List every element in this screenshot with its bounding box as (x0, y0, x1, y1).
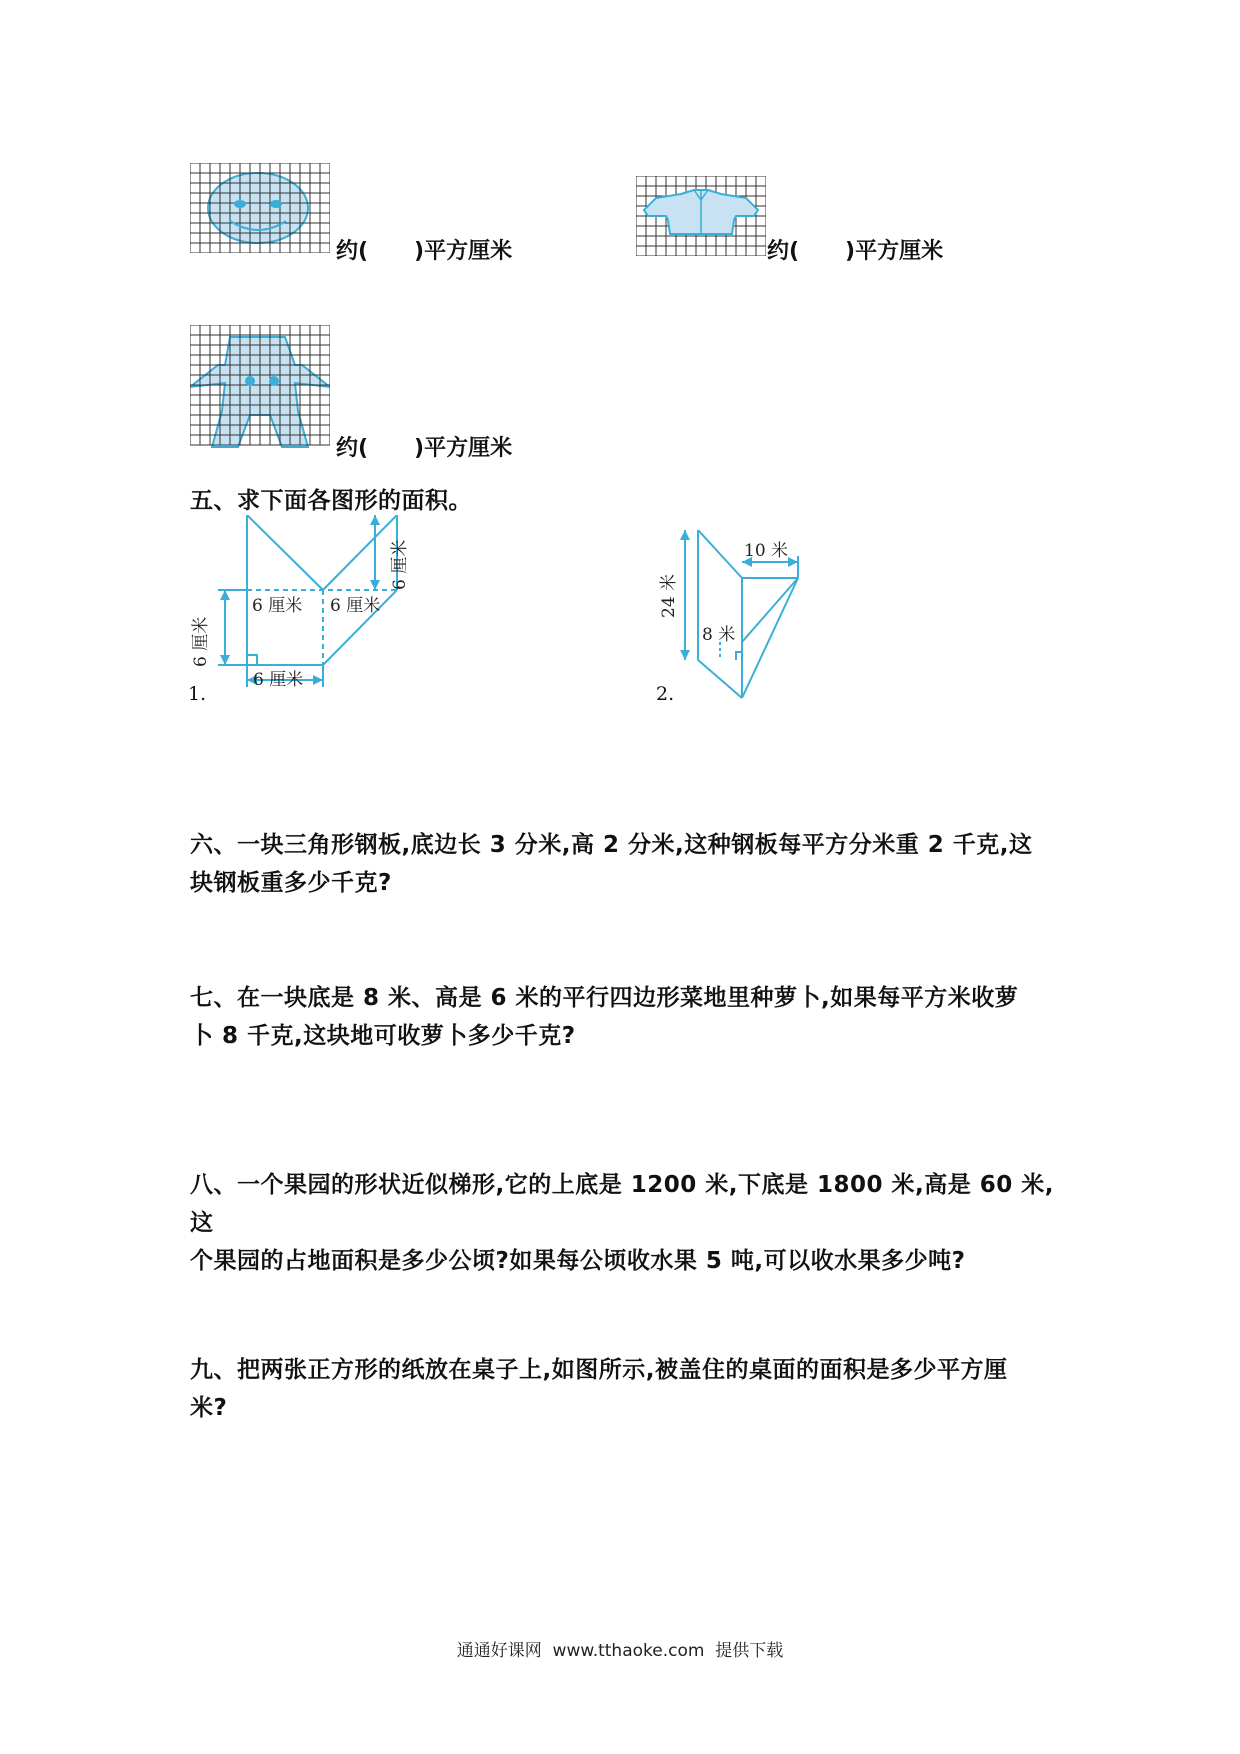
q7-line-1: 七、在一块底是 8 米、高是 6 米的平行四边形菜地里种萝卜,如果每平方米收萝 (190, 985, 1019, 1011)
q6-line-1: 六、一块三角形钢板,底边长 3 分米,高 2 分米,这种钢板每平方分米重 2 千克,这 (190, 832, 1033, 858)
q7 (190, 979, 1070, 1055)
fig1-label-middle-left: 6 厘米 (252, 596, 303, 616)
q9-line-1: 九、把两张正方形的纸放在桌子上,如图所示,被盖住的桌面的面积是多少平方厘 (190, 1357, 1008, 1383)
fig2-number: 2. (656, 683, 675, 705)
q6-line-2: 块钢板重多少千克? (190, 870, 392, 896)
fig2-label-inner: 8 米 (702, 625, 736, 645)
fig2-label-top: 10 米 (744, 541, 789, 561)
q5-figure-2 (650, 530, 830, 714)
smiley-face-icon (190, 163, 330, 253)
fig1-label-bottom: 6 厘米 (253, 670, 304, 690)
fig1-label-top-right: 6 厘米 (390, 539, 410, 590)
fig1-label-middle-right: 6 厘米 (330, 596, 381, 616)
q8-line-1: 八、一个果园的形状近似梯形,它的上底是 1200 米,下底是 1800 米,高是 60 米,这 (190, 1172, 1055, 1236)
fig1-label-left: 6 厘米 (191, 616, 211, 667)
fig1-number: 1. (188, 683, 207, 705)
estimate-item-1 (190, 163, 330, 257)
fig2-label-left: 24 米 (659, 573, 679, 618)
q7-line-2: 卜 8 千克,这块地可收萝卜多少千克? (190, 1023, 576, 1049)
sweater-icon (636, 176, 766, 256)
q9-line-2: 米? (190, 1395, 228, 1421)
estimate-item-2 (636, 176, 766, 260)
estimate-answer-3: 约( )平方厘米 (336, 436, 513, 461)
estimate-item-3 (190, 325, 330, 454)
q8 (190, 1166, 1070, 1280)
page-footer: 通通好课网 www.tthaoke.com 提供下载 (456, 1641, 784, 1661)
q5-figure-1 (180, 515, 460, 719)
q6 (190, 826, 1070, 902)
q8-line-2: 个果园的占地面积是多少公顷?如果每公顷收水果 5 吨,可以收水果多少吨? (190, 1248, 966, 1274)
estimate-answer-2: 约( )平方厘米 (767, 239, 944, 264)
estimate-answer-1: 约( )平方厘米 (336, 239, 513, 264)
robot-icon (190, 325, 330, 450)
q9 (190, 1351, 1070, 1427)
q5-title: 五、求下面各图形的面积。 (190, 488, 472, 514)
